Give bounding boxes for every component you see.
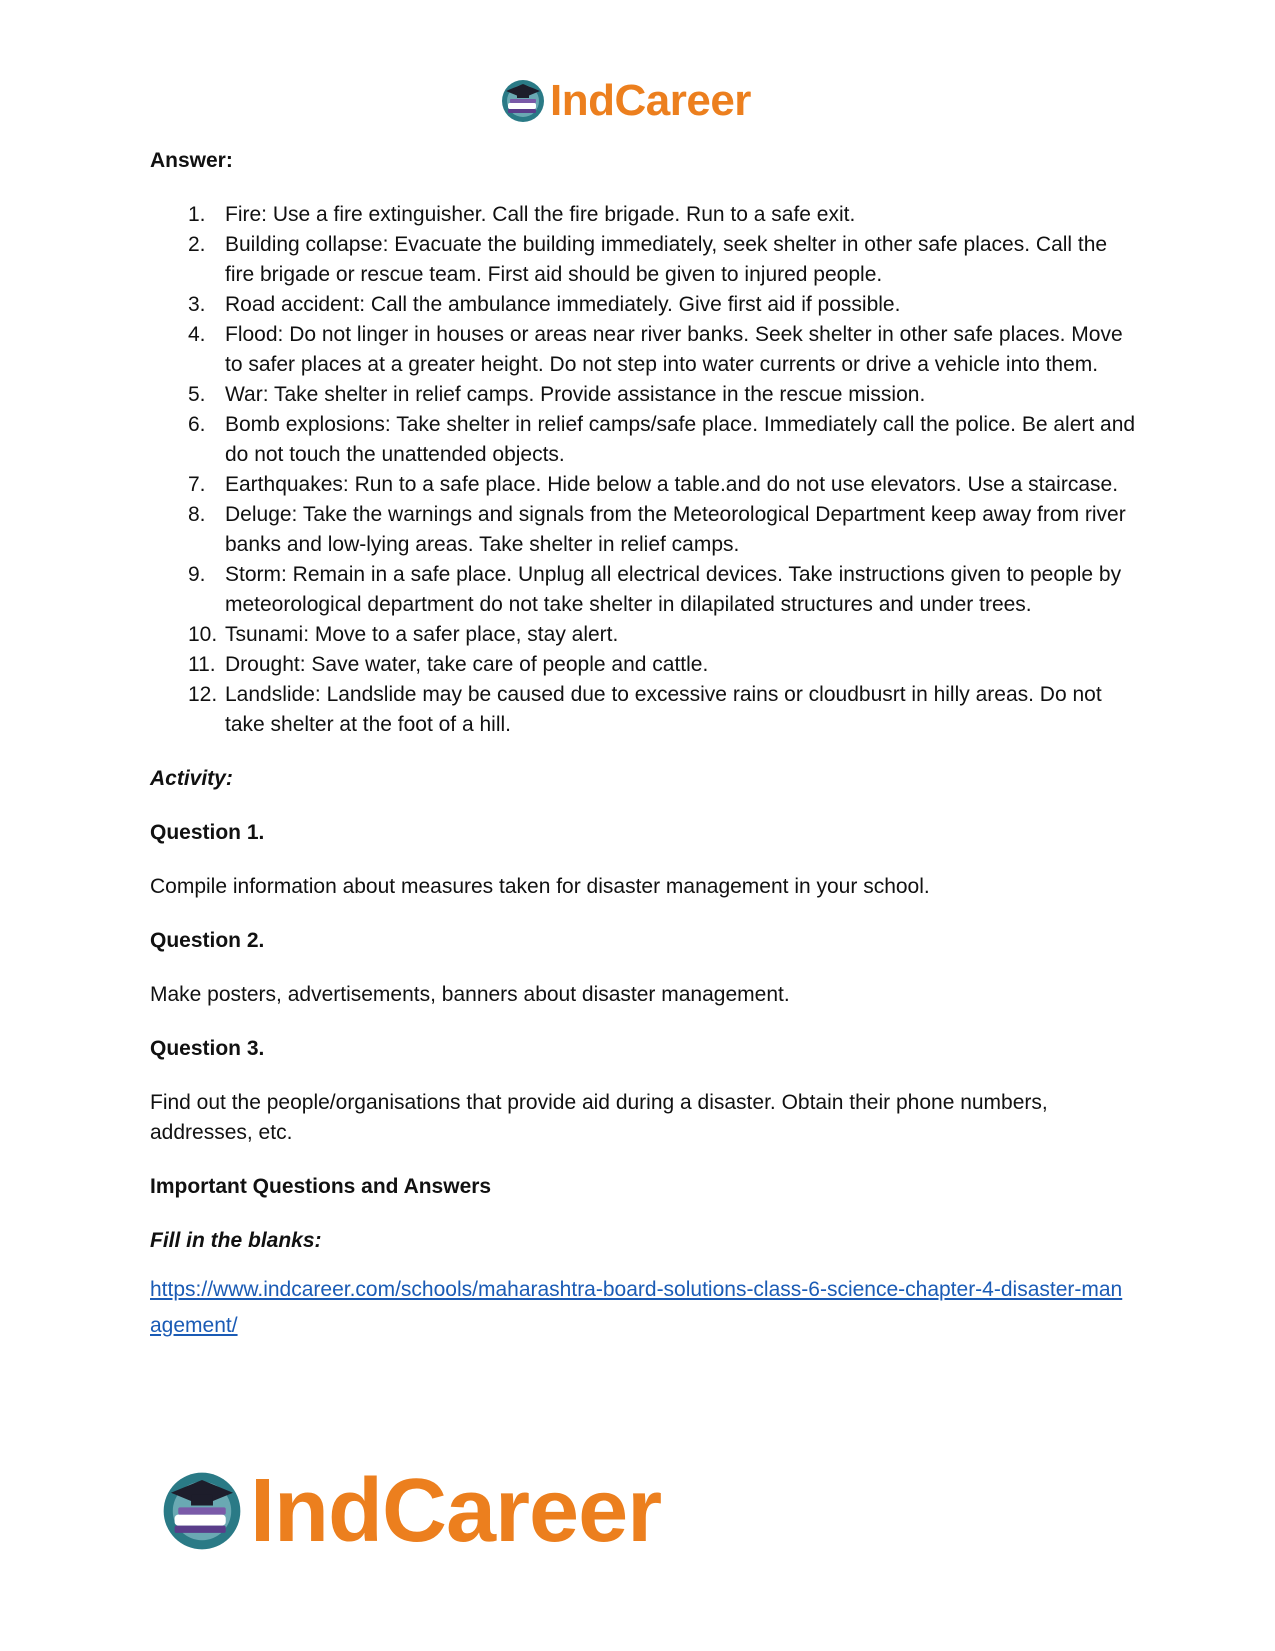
graduation-cap-book-icon — [500, 78, 546, 124]
list-item: 4. Flood: Do not linger in houses or areas near river banks. Seek shelter in other safe places. Move to safer places at a greater height. Do not step into water currents or drive a vehicle into them. — [188, 323, 1123, 376]
main-content — [150, 146, 1140, 1344]
fill-blanks-heading: Fill in the blanks: — [150, 1229, 322, 1252]
list-item: 1. Fire: Use a fire extinguisher. Call the fire brigade. Run to a safe exit. — [188, 203, 856, 226]
important-questions-heading: Important Questions and Answers — [150, 1175, 492, 1198]
list-item: 5. War: Take shelter in relief camps. Provide assistance in the rescue mission. — [188, 383, 926, 406]
answer-list — [150, 200, 1140, 740]
source-link[interactable]: https://www.indcareer.com/schools/maharashtra-board-solutions-class-6-science-chapter-4-disaster-management/ — [150, 1278, 1123, 1337]
question-label: Question 2. — [150, 929, 265, 952]
footer-logo — [160, 1461, 662, 1561]
graduation-cap-book-icon — [160, 1469, 244, 1553]
list-item: 3. Road accident: Call the ambulance immediately. Give first aid if possible. — [188, 293, 901, 316]
question-label: Question 1. — [150, 821, 265, 844]
list-item: 10. Tsunami: Move to a safer place, stay alert. — [188, 623, 619, 646]
question-label: Question 3. — [150, 1037, 265, 1060]
list-item: 11. Drought: Save water, take care of people and cattle. — [188, 653, 709, 676]
question-text: Compile information about measures taken for disaster management in your school. — [150, 875, 930, 898]
list-item: 8. Deluge: Take the warnings and signals from the Meteorological Department keep away from river banks and low-lying areas. Take shelter in relief camps. — [188, 503, 1126, 556]
list-item: 2. Building collapse: Evacuate the building immediately, seek shelter in other safe places. Call the fire brigade or rescue team. First aid should be given to injured people. — [188, 233, 1108, 286]
question-text: Make posters, advertisements, banners about disaster management. — [150, 983, 790, 1006]
question-text: Find out the people/organisations that provide aid during a disaster. Obtain their phone numbers, addresses, etc. — [150, 1091, 1048, 1144]
answer-heading: Answer: — [150, 149, 233, 172]
list-item: 7. Earthquakes: Run to a safe place. Hide below a table.and do not use elevators. Use a staircase. — [188, 473, 1119, 496]
header-logo — [500, 78, 751, 124]
activity-heading: Activity: — [150, 767, 233, 790]
list-item: 6. Bomb explosions: Take shelter in relief camps/safe place. Immediately call the police. Be alert and do not touch the unattended objects. — [188, 413, 1136, 466]
logo-text: IndCareer — [250, 1461, 662, 1561]
list-item: 12. Landslide: Landslide may be caused due to excessive rains or cloudbusrt in hilly areas. Do not take shelter at the foot of a hill. — [188, 683, 1102, 736]
list-item: 9. Storm: Remain in a safe place. Unplug all electrical devices. Take instructions given to people by meteorological department do not take shelter in dilapilated structures and under trees. — [188, 563, 1122, 616]
logo-text: IndCareer — [550, 76, 751, 125]
